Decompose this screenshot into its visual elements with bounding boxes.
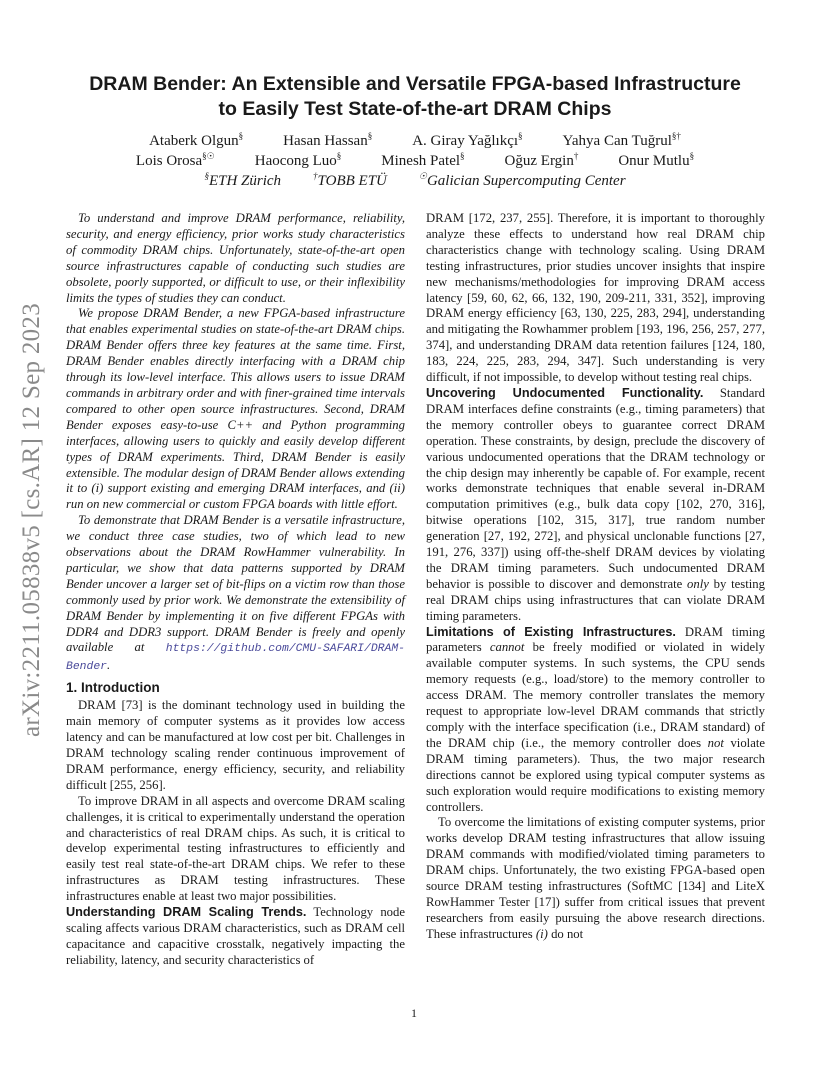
- title-line-2: to Easily Test State-of-the-art DRAM Chips: [218, 98, 612, 120]
- authors-row-1: [60, 131, 770, 151]
- left-column: [66, 211, 405, 969]
- paragraph-lead: Understanding DRAM Scaling Trends.: [66, 905, 307, 920]
- author: Ataberk Olgun§: [149, 131, 244, 149]
- author: A. Giray Yağlıkçı§: [412, 131, 523, 149]
- section-heading: 1. Introduction: [66, 680, 160, 696]
- author: Lois Orosa§☉: [135, 151, 215, 169]
- author-block: [60, 131, 770, 191]
- abstract-paragraph: To demonstrate that DRAM Bender is a versatile infrastructure, we conduct three case studies, two of which lead to new observations about the DRAM RowHammer vulnerability. In particular, we show that data patterns supported by DRAM Bender uncover a larger set of bit-flips on a victim row than those commonly used by prior work. We demonstrate the extensibility of DRAM Bender by implementing it on five different FPGAs with DDR4 and DDR3 support. DRAM Bender is freely and openly available at https://github.com/CMU-SAFARI/DRAM-Bender.: [66, 513, 405, 674]
- body-paragraph: To overcome the limitations of existing computer systems, prior works develop DRAM testing infrastructures that allow issuing DRAM commands with modified/violated timing parameters to DRAM chips. Unfortunately, the two existing FPGA-based open source DRAM testing infrastructures (SoftMC [134] and LiteX RowHammer Tester [17]) suffer from critical issues that prevent researchers from easily pursuing the above research directions. These infrastructures (i) do not: [426, 815, 765, 941]
- body-paragraph: DRAM [73] is the dominant technology used in building the main memory of computer systems as it provides low access latency and can be manufactured at low cost per bit. Challenges in DRAM technology scaling render continuous improvement of DRAM performance, energy efficiency, security, and reliability difficult [255, 256].: [66, 698, 405, 792]
- author: Onur Mutlu§: [618, 151, 695, 169]
- repo-link[interactable]: https://github.com/CMU-SAFARI/DRAM-Bender: [66, 643, 405, 674]
- affiliation: §ETH Zürich: [204, 171, 282, 189]
- body-paragraph: Understanding DRAM Scaling Trends. Technology node scaling affects various DRAM characteristics, such as DRAM cell capacitance and capacitive crosstalk, negatively impacting the reliability, latency, and security characteristics of: [66, 905, 405, 967]
- page-number: 1: [411, 1006, 417, 1020]
- right-column: [426, 211, 765, 943]
- body-paragraph: Uncovering Undocumented Functionality. Standard DRAM interfaces define constraints (e.g., timing parameters) that the memory controller obeys to guarantee correct DRAM operation. These constraints, by design, preclude the discovery of various undocumented operations that the DRAM technology or the chip design may inherently be capable of. For example, recent works demonstrate techniques that enable several in-DRAM computation primitives (e.g., bulk data copy [102, 270, 316], bitwise operations [102, 315, 317], true random number generation [27, 192, 272], and physical unclonable functions [27, 191, 276, 337]) using off-the-shelf DRAM devices by violating the DRAM timing parameters. Such undocumented DRAM behavior is possible to discover and demonstrate only by testing real DRAM chips using infrastructures that can violate DRAM timing parameters.: [426, 385, 765, 623]
- author: Haocong Luo§: [254, 151, 342, 169]
- author: Hasan Hassan§: [283, 131, 373, 149]
- paragraph-lead: Limitations of Existing Infrastructures.: [426, 624, 676, 639]
- author: Minesh Patel§: [381, 151, 465, 169]
- affiliations: [60, 171, 770, 191]
- body-paragraph: Limitations of Existing Infrastructures. DRAM timing parameters cannot be freely modified or violated in widely available computer systems. In such systems, the CPU sends memory requests (e.g., load/store) to the memory controller to access DRAM. The memory controller translates the memory request to appropriate low-level DRAM commands that strictly comply with the interface specification (i.e., DRAM standard) of the DRAM chip (i.e., the memory controller does not violate DRAM timing parameters). Thus, the two major research directions cannot be explored using typical computer systems as such exploration would require modifications to existing memory controllers.: [426, 624, 766, 814]
- title-line-1: DRAM Bender: An Extensible and Versatile FPGA-based Infrastructure: [89, 73, 741, 95]
- affiliation: †TOBB ETÜ: [313, 171, 387, 189]
- body-paragraph: DRAM [172, 237, 255]. Therefore, it is important to thoroughly analyze these effects to understand how real DRAM chip characteristics change with technology scaling. Using DRAM testing infrastructures, prior studies uncover insights that inspire new mechanisms/methodologies for improving DRAM access latency [59, 60, 62, 66, 132, 190, 209-211, 331, 352], improving DRAM energy efficiency [63, 130, 225, 283, 294], understanding and mitigating the Rowhammer problem [193, 196, 256, 257, 277, 374], and understanding DRAM data retention failures [124, 180, 183, 224, 225, 283, 294, 347]. Such understanding is very difficult, if not impossible, to develop without testing real chips.: [426, 211, 765, 385]
- paper-title: [60, 72, 770, 122]
- abstract: [66, 211, 405, 676]
- author: Yahya Can Tuğrul§†: [562, 131, 681, 149]
- author: Oğuz Ergin†: [504, 151, 579, 169]
- affiliation: ☉Galician Supercomputing Center: [418, 171, 626, 189]
- body-paragraph: To improve DRAM in all aspects and overcome DRAM scaling challenges, it is critical to experimentally understand the operation and characteristics of real DRAM chips. As such, it is critical to develop experimental testing infrastructures to efficiently and easily test real state-of-the-art DRAM chips. We refer to these infrastructures as DRAM testing infrastructures. These infrastructures enable at least two major possibilities.: [66, 793, 405, 904]
- paragraph-lead: Uncovering Undocumented Functionality.: [426, 385, 704, 400]
- authors-row-2: [60, 151, 770, 171]
- arxiv-stamp: arXiv:2211.05838v5 [cs.AR] 12 Sep 2023: [18, 302, 45, 738]
- abstract-paragraph: We propose DRAM Bender, a new FPGA-based infrastructure that enables experimental studies on state-of-the-art DRAM chips. DRAM Bender offers three key features at the same time. First, DRAM Bender enables directly interfacing with a DRAM chip through its low-level interface. This allows users to issue DRAM commands in arbitrary order and with finer-grained time intervals compared to other open source infrastructures. Second, DRAM Bender exposes easy-to-use C++ and Python programming interfaces, allowing users to quickly and easily develop different types of DRAM experiments. Third, DRAM Bender is easily extensible. The modular design of DRAM Bender allows extending it to (i) support existing and emerging DRAM interfaces, and (ii) run on new commercial or custom FPGA boards with little effort.: [66, 306, 405, 512]
- abstract-paragraph: To understand and improve DRAM performance, reliability, security, and energy efficiency, prior works study characteristics of commodity DRAM chips. Unfortunately, state-of-the-art open source infrastructures capable of conducting such studies are obsolete, poorly supported, or difficult to use, or their inflexibility limits the types of studies they can conduct.: [66, 211, 405, 305]
